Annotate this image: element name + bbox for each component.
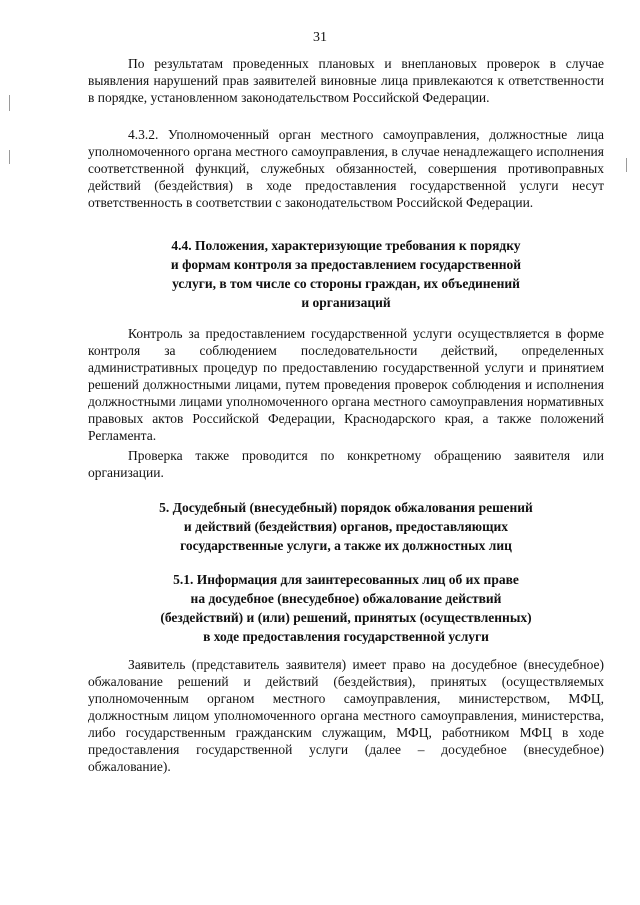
scan-mark-left	[9, 95, 10, 111]
heading-line: на досудебное (внесудебное) обжалование действий	[190, 591, 502, 606]
heading-line: и формам контроля за предоставлением государственной	[170, 257, 522, 272]
page-number: 31	[313, 30, 327, 45]
paragraph-text: Заявитель (представитель заявителя) имеет право на досудебное (внесудебное) обжалование решений и действий (бездействия), принятых (осуществляемых уполномоченным органом местного самоуправления, министерством, МФЦ, должностным лицом уполномоченного органа местного самоуправления, министерства, либо государственным гражданским служащим, МФЦ, работником МФЦ в ходе предоставления государственной услуги (далее – досудебное (внесудебное) обжалование).	[88, 657, 604, 774]
paragraph-inspection	[88, 447, 604, 481]
heading-line: 5. Досудебный (внесудебный) порядок обжалования решений	[159, 500, 533, 515]
heading-5	[88, 498, 604, 555]
heading-line: государственные услуги, а также их должностных лиц	[180, 538, 512, 553]
paragraph-text: По результатам проведенных плановых и внеплановых проверок в случае выявления нарушений прав заявителей виновные лица привлекаются к ответственности в порядке, установленном законодательством Российской Федерации.	[88, 56, 604, 105]
scan-mark-left	[9, 150, 10, 164]
heading-line: услуги, в том числе со стороны граждан, их объединений	[172, 276, 520, 291]
heading-line: (бездействий) и (или) решений, принятых (осуществленных)	[160, 610, 532, 625]
heading-line: и действий (бездействия) органов, предоставляющих	[183, 519, 509, 534]
paragraph-applicant-right	[88, 656, 604, 775]
heading-5-1	[88, 570, 604, 646]
heading-line: 5.1. Информация для заинтересованных лиц об их праве	[173, 572, 519, 587]
heading-line: и организаций	[301, 295, 391, 310]
paragraph-liability	[88, 55, 604, 106]
paragraph-text: Проверка также проводится по конкретному обращению заявителя или организации.	[88, 448, 604, 480]
paragraph-text: 4.3.2. Уполномоченный орган местного самоуправления, должностные лица уполномоченного органа местного самоуправления, в случае ненадлежащего исполнения соответственной функций, служебных обязанностей, совершения противоправных действий (бездействия) в ходе предоставления государственной услуги несут ответственность в соответствии с законодательством Российской Федерации.	[88, 127, 604, 210]
paragraph-text: Контроль за предоставлением государственной услуги осуществляется в форме контроля за соблюдением последовательности действий, определенных административных процедур по предоставлению государственной услуги и принятием решений должностными лицами, путем проведения проверок соблюдения и исполнения должностными лицами уполномоченного органа местного самоуправления нормативных правовых актов Российской Федерации, Краснодарского края, а также положений Регламента.	[88, 326, 604, 443]
heading-line: в ходе предоставления государственной услуги	[203, 629, 489, 644]
heading-4-4	[88, 236, 604, 312]
paragraph-control	[88, 325, 604, 444]
scan-mark-right	[626, 158, 627, 172]
heading-line: 4.4. Положения, характеризующие требования к порядку	[171, 238, 521, 253]
paragraph-4-3-2	[88, 126, 604, 211]
